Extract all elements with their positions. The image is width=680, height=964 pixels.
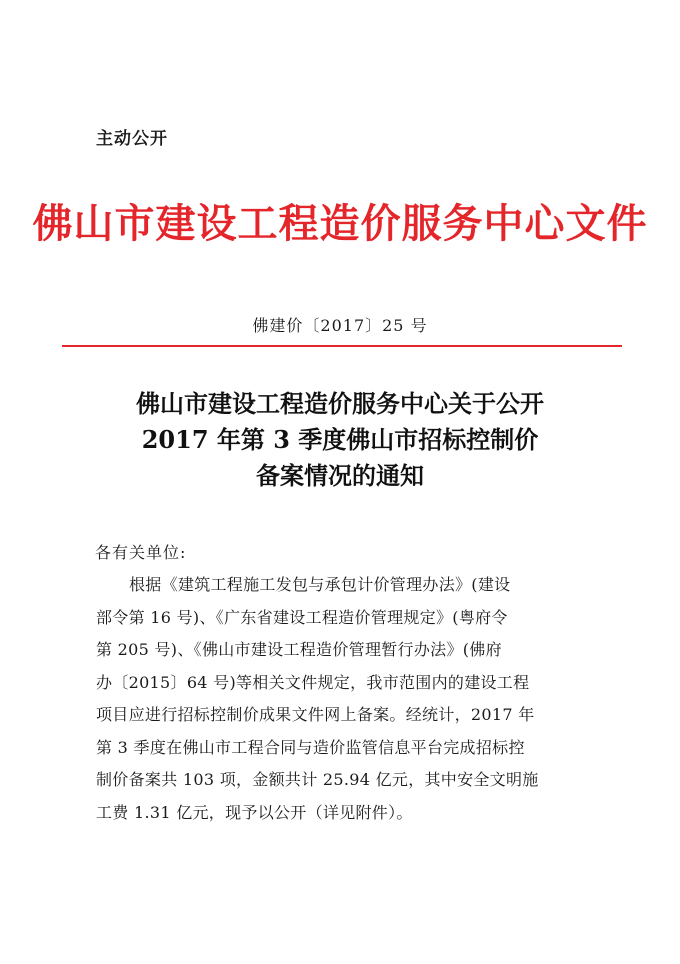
salutation: 各有关单位: xyxy=(95,543,187,562)
paragraph-line-3: 第 205 号)、《佛山市建设工程造价管理暂行办法》(佛府 xyxy=(96,640,502,659)
disclosure-label: 主动公开 xyxy=(96,129,168,149)
paragraph-line-8: 工费 1.31 亿元，现予以公开（详见附件）。 xyxy=(96,802,413,822)
paragraph-line-1: 根据《建筑工程施工发包与承包计价管理办法》(建设 xyxy=(129,575,511,594)
red-divider-line xyxy=(62,345,622,347)
document-masthead: 佛山市建设工程造价服务中心文件 xyxy=(32,200,648,247)
title-line-1: 佛山市建设工程造价服务中心关于公开 xyxy=(136,389,544,418)
notice-title xyxy=(0,386,680,494)
title-line-3: 备案情况的通知 xyxy=(256,461,424,490)
body-paragraph xyxy=(96,569,606,829)
paragraph-line-2: 部令第 16 号)、《广东省建设工程造价管理规定》(粤府令 xyxy=(96,607,508,627)
paragraph-line-5: 项目应进行招标控制价成果文件网上备案。经统计，2017 年 xyxy=(96,705,535,724)
paragraph-line-6: 第 3 季度在佛山市工程合同与造价监管信息平台完成招标控 xyxy=(96,737,525,757)
document-number: 佛建价〔2017〕25 号 xyxy=(252,316,428,335)
paragraph-line-4: 办〔2015〕64 号)等相关文件规定，我市范围内的建设工程 xyxy=(96,672,530,692)
paragraph-line-7: 制价备案共 103 项，金额共计 25.94 亿元，其中安全文明施 xyxy=(96,770,539,789)
title-line-2: 2017 年第 3 季度佛山市招标控制价 xyxy=(141,425,539,454)
